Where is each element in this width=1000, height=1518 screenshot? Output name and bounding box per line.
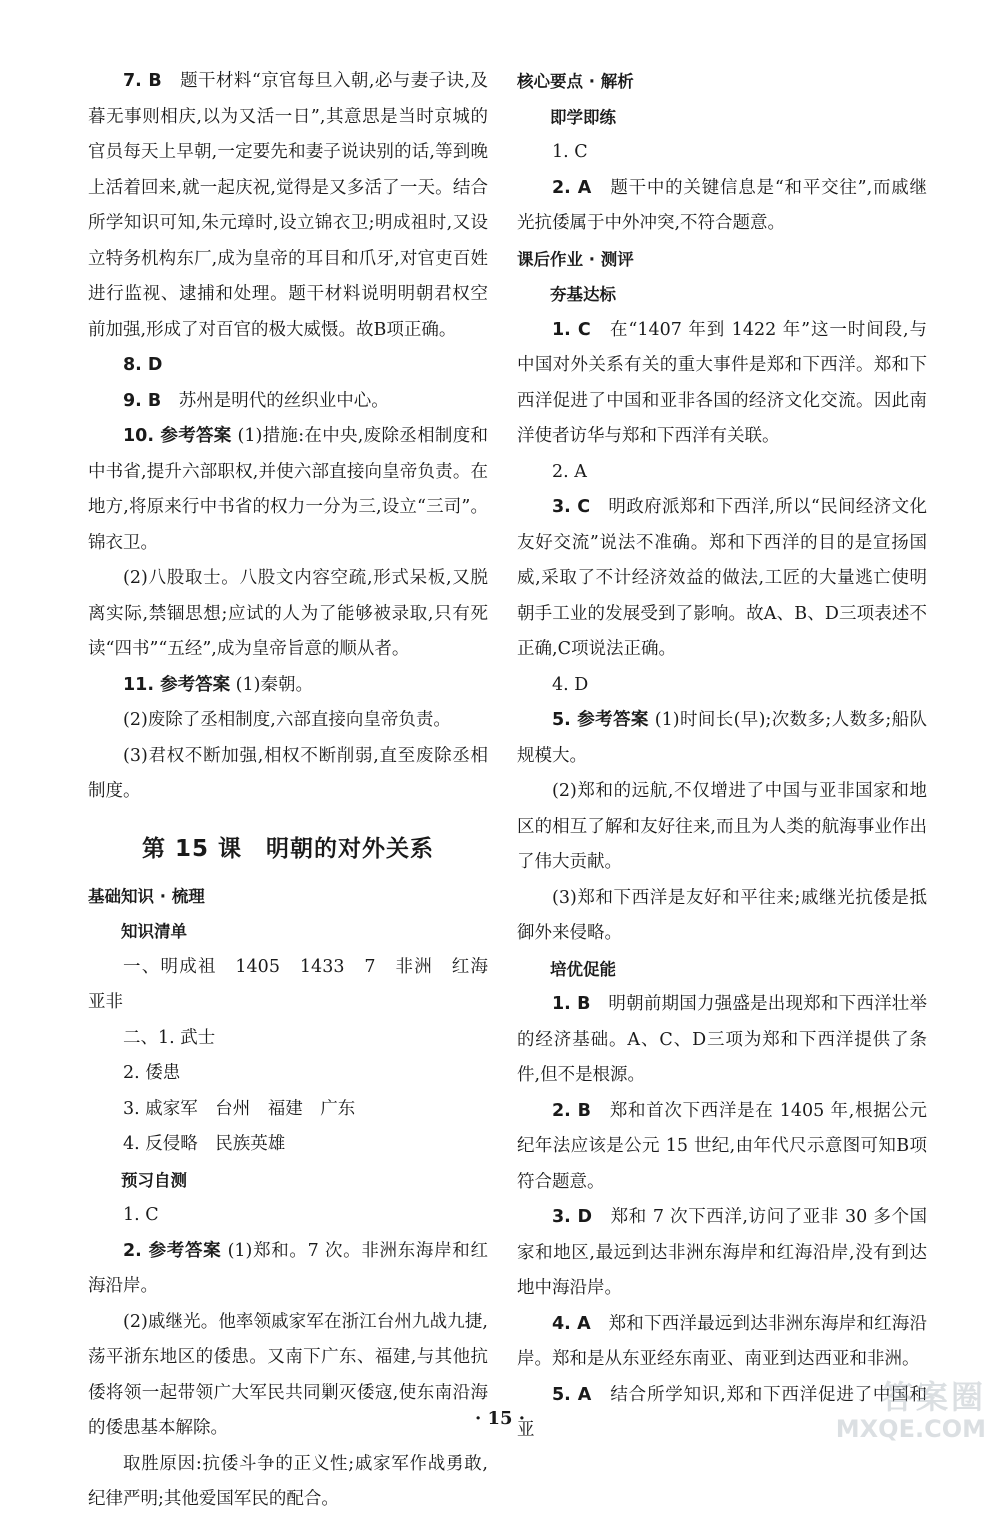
foundation-answer-5: 5. 参考答案 (1)时间长(早);次数多;人数多;船队规模大。 — [517, 710, 927, 766]
foundation-answer-3: 3. C 明政府派郑和下西洋,所以“民间经济文化友好交流”说法不准确。郑和下西洋的目的是宣扬国威,采取了不计经济效益的做法,工匠的大量逃亡使明朝手工业的发展受到了影响。故A、B、D三项表述不正确,C项说法正确。 — [517, 497, 928, 659]
subsection-foundation: 夯基达标 — [550, 285, 616, 304]
lesson-title: 第 15 课 明朝的对外关系 — [141, 835, 435, 862]
answer-11-part2: (2)废除了丞相制度,六部直接向皇帝负责。 — [123, 710, 451, 730]
answer-7: 7. B 题干材料“京官每旦入朝,必与妻子诀,及暮无事则相庆,以为又活一日”,其意思是当时京城的官员每天上早朝,一定要先和妻子说诀别的话,等到晚上活着回来,就一起庆祝,觉得是又多活了一天。结合所学知识可知,朱元璋时,设立锦衣卫;明成祖时,又设立特务机构东厂,成为皇帝的耳目和爪牙,对官吏百姓进行监视、逮捕和处理。题干材料说明明朝君权空前加强,形成了对百官的极大威慑。故B项正确。 — [88, 71, 488, 340]
answer-10-part2: (2)八股取士。八股文内容空疏,形式呆板,又脱离实际,禁锢思想;应试的人为了能够被录取,只有死读“四书”“五经”,成为皇帝旨意的顺从者。 — [88, 568, 488, 659]
watermark-logo — [791, 1379, 986, 1449]
answer-9: 9. B 苏州是明代的丝织业中心。 — [123, 390, 389, 411]
page-number: · 15 · — [474, 1408, 526, 1429]
foundation-answer-1: 1. C 在“1407 年到 1422 年”这一时间段,与中国对外关系有关的重大事件是郑和下西洋。郑和下西洋促进了中国和亚非各国的经济文化交流。因此南洋使者访华与郑和下西洋有关联。 — [517, 319, 928, 446]
foundation-answer-5-part2: (2)郑和的远航,不仅增进了中国与亚非国家和地区的相互了解和友好往来,而且为人类的航海事业作出了伟大贡献。 — [517, 781, 927, 872]
preview-answer-2-part3: 取胜原因:抗倭斗争的正义性;戚家军作战勇敢,纪律严明;其他爱国军民的配合。 — [88, 1453, 488, 1509]
practice-answer-1: 1. C — [552, 142, 588, 162]
answer-11-part3: (3)君权不断加强,相权不断削弱,直至废除丞相制度。 — [88, 745, 488, 801]
preview-answer-2: 2. 参考答案 (1)郑和。7 次。非洲东海岸和红海沿岸。 — [88, 1240, 488, 1296]
section-core-points: 核心要点 · 解析 — [517, 72, 634, 91]
subsection-advance: 培优促能 — [550, 959, 616, 979]
knowledge-item-3: 2. 倭患 — [123, 1063, 181, 1083]
right-column — [517, 64, 927, 1449]
watermark-top-text: 答案圈 — [880, 1378, 986, 1416]
advance-answer-1: 1. B 明朝前期国力强盛是出现郑和下西洋壮举的经济基础。A、C、D三项为郑和下西洋提供了条件,但不是根源。 — [517, 994, 928, 1085]
foundation-answer-2: 2. A — [552, 461, 587, 482]
answer-8: 8. D — [123, 355, 163, 375]
knowledge-item-2: 二、1. 武士 — [123, 1027, 216, 1048]
advance-answer-5: 5. A 结合所学知识,郑和下西洋促进了中国和亚 — [517, 1384, 928, 1440]
section-homework: 课后作业 · 测评 — [517, 249, 634, 269]
knowledge-item-4: 3. 戚家军 台州 福建 广东 — [123, 1098, 356, 1119]
answer-11: 11. 参考答案 (1)秦朝。 — [123, 674, 313, 695]
advance-answer-3: 3. D 郑和 7 次下西洋,访问了亚非 30 多个国家和地区,最远到达非洲东海岸和红海沿岸,没有到达地中海沿岸。 — [517, 1207, 928, 1298]
foundation-answer-4: 4. D — [552, 674, 589, 695]
preview-answer-2-part2: (2)戚继光。他率领戚家军在浙江台州九战九捷,荡平浙东地区的倭患。又南下广东、福建,与其他抗倭将领一起带领广大军民共同剿灭倭寇,使东南沿海的倭患基本解除。 — [88, 1311, 488, 1438]
subsection-preview: 预习自测 — [121, 1170, 187, 1190]
practice-answer-2: 2. A 题干中的关键信息是“和平交往”,而戚继光抗倭属于中外冲突,不符合题意。 — [517, 177, 927, 233]
subsection-knowledge-list: 知识清单 — [121, 922, 187, 941]
knowledge-item-5: 4. 反侵略 民族英雄 — [123, 1134, 286, 1154]
left-column — [88, 64, 506, 1518]
foundation-answer-5-part3: (3)郑和下西洋是友好和平往来;戚继光抗倭是抵御外来侵略。 — [517, 887, 927, 943]
preview-answer-1: 1. C — [123, 1205, 159, 1225]
advance-answer-4: 4. A 郑和下西洋最远到达非洲东海岸和红海沿岸。郑和是从东亚经东南亚、南亚到达西亚和非洲。 — [517, 1313, 928, 1369]
advance-answer-2: 2. B 郑和首次下西洋是在 1405 年,根据公元纪年法应该是公元 15 世纪,由年代尺示意图可知B项符合题意。 — [517, 1100, 927, 1192]
watermark-bottom-text: MXQE.COM — [835, 1415, 986, 1443]
answer-10: 10. 参考答案 (1)措施:在中央,废除丞相制度和中书省,提升六部职权,并使六部直接向皇帝负责。在地方,将原来行中书省的权力一分为三,设立“三司”。锦衣卫。 — [88, 426, 489, 553]
knowledge-item-1: 一、明成祖 1405 1433 7 非洲 红海 亚非 — [88, 956, 506, 1012]
section-basic-knowledge: 基础知识 · 梳理 — [88, 886, 205, 906]
subsection-practice: 即学即练 — [550, 107, 616, 127]
